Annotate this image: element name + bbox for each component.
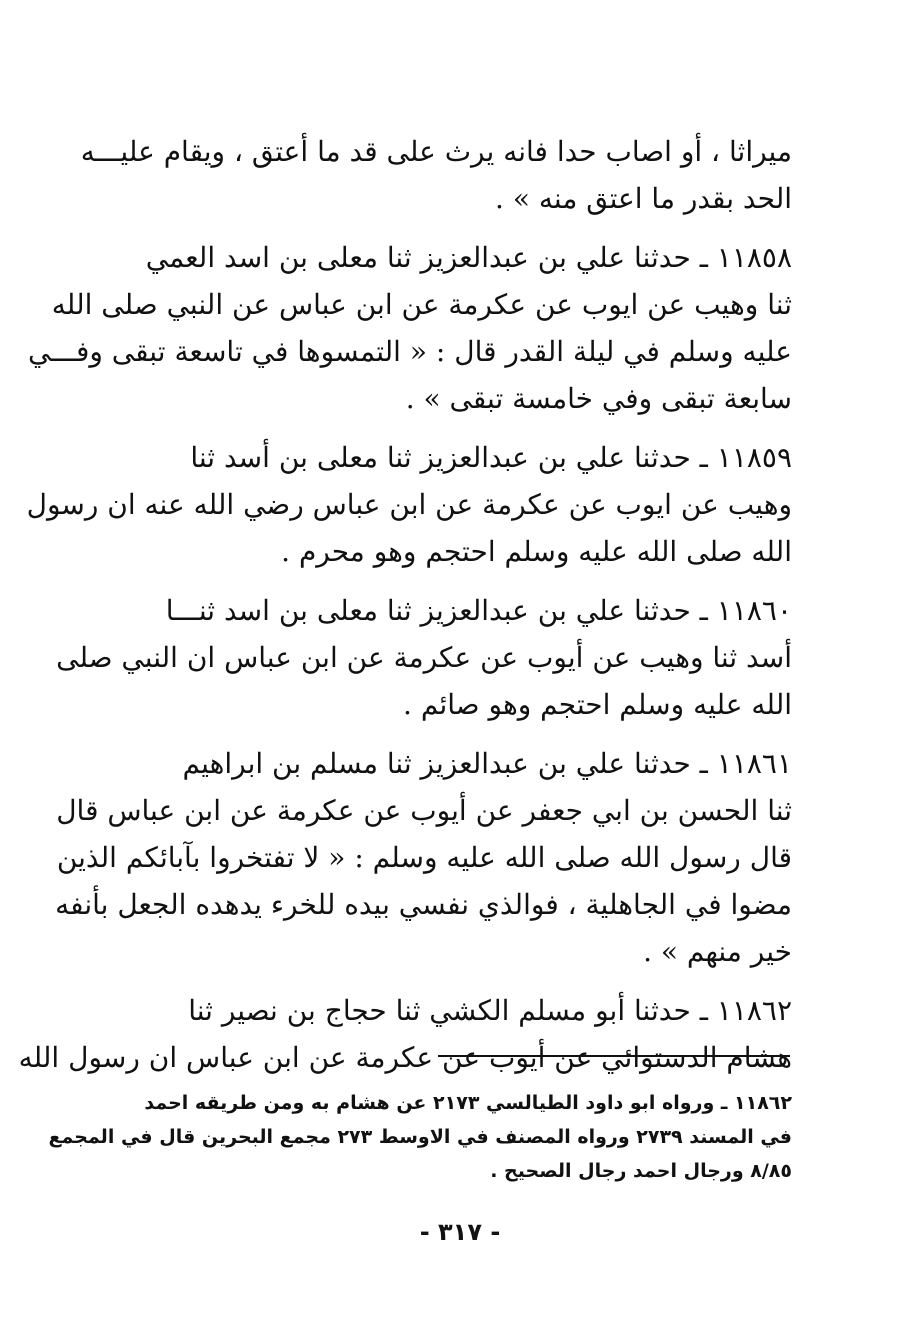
hadith-11860 — [56, 587, 792, 728]
hadith-11862 — [18, 987, 792, 1081]
page-number: - ٣١٧ - — [419, 1218, 501, 1246]
text-line: ١١٨٦١ ـ حدثنا علي بن عبدالعزيز ثنا مسلم بن ابراهيم — [182, 747, 792, 780]
text-line: عليه وسلم في ليلة القدر قال : « التمسوها في تاسعة تبقى وفـــي — [28, 335, 792, 368]
text-line: الله صلى الله عليه وسلم احتجم وهو محرم . — [281, 535, 792, 568]
hadith-11858 — [28, 234, 792, 422]
text-line: ميراثا ، أو اصاب حدا فانه يرث على قد ما أعتق ، ويقام عليـــه — [80, 135, 792, 168]
text-line: هشام الدستوائي عن أيوب عن عكرمة عن ابن عباس ان رسول الله — [18, 1041, 792, 1074]
text-line: ١١٨٥٩ ـ حدثنا علي بن عبدالعزيز ثنا معلى بن أسد ثنا — [190, 441, 792, 474]
text-line: الله عليه وسلم احتجم وهو صائم . — [403, 688, 792, 721]
footnote-line: ١١٨٦٢ ـ ورواه ابو داود الطيالسي ٢١٧٣ عن هشام به ومن طريقه احمد — [144, 1092, 792, 1114]
footnote-divider — [438, 1055, 790, 1057]
main-text — [18, 128, 792, 1093]
text-line: ثنا الحسن بن ابي جعفر عن أيوب عن عكرمة عن ابن عباس قال — [56, 794, 792, 827]
text-line: خير منهم » . — [643, 935, 792, 968]
text-line: وهيب عن ايوب عن عكرمة عن ابن عباس رضي الله عنه ان رسول — [26, 488, 792, 521]
text-line: مضوا في الجاهلية ، فوالذي نفسي بيده للخرء يدهده الجعل بأنفه — [55, 888, 792, 921]
hadith-11861 — [55, 740, 792, 975]
text-line: ١١٨٥٨ ـ حدثنا علي بن عبدالعزيز ثنا معلى بن اسد العمي — [145, 241, 792, 274]
hadith-11859 — [26, 434, 792, 575]
footnotes — [48, 1086, 792, 1188]
text-line: الحد بقدر ما اعتق منه » . — [495, 182, 792, 215]
footnote-line: ٨/٨٥ ورجال احمد رجال الصحيح . — [490, 1160, 792, 1182]
text-line: ١١٨٦٠ ـ حدثنا علي بن عبدالعزيز ثنا معلى بن اسد ثنـــا — [165, 594, 792, 627]
text-line: قال رسول الله صلى الله عليه وسلم : « لا تفتخروا بآبائكم الذين — [56, 841, 792, 874]
text-line: ثنا وهيب عن ايوب عن عكرمة عن ابن عباس عن النبي صلى الله — [51, 288, 792, 321]
paragraph-continuation — [80, 128, 792, 222]
text-line: سابعة تبقى وفي خامسة تبقى » . — [405, 382, 792, 415]
text-line: ١١٨٦٢ ـ حدثنا أبو مسلم الكشي ثنا حجاج بن نصير ثنا — [188, 994, 792, 1027]
text-line: أسد ثنا وهيب عن أيوب عن عكرمة عن ابن عباس ان النبي صلى — [56, 641, 792, 674]
footnote-line: في المسند ٢٧٣٩ ورواه المصنف في الاوسط ٢٧٣ مجمع البحرين قال في المجمع — [48, 1126, 792, 1148]
